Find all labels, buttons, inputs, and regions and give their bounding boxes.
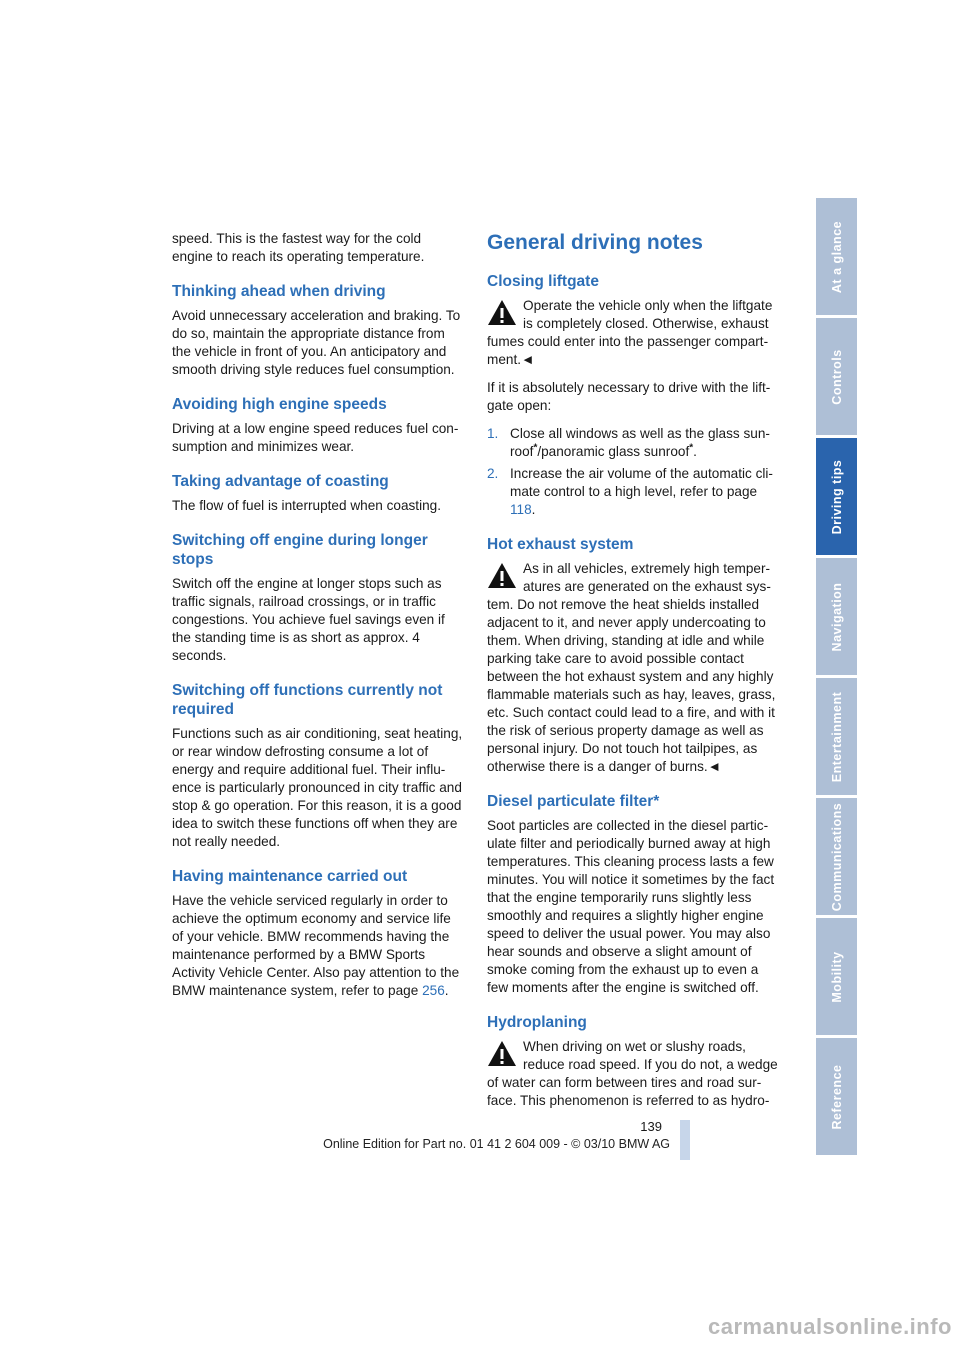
tab-driving-tips[interactable]: Driving tips bbox=[816, 438, 857, 555]
tab-communications[interactable]: Communications bbox=[816, 798, 857, 915]
section-body: The flow of fuel is interrupted when coasting. bbox=[172, 498, 442, 513]
list-item: 2. Increase the air volume of the automatic climate control to a high level, refer to page 118. bbox=[487, 466, 773, 517]
left-column bbox=[172, 230, 464, 1010]
tab-reference[interactable]: Reference bbox=[816, 1038, 857, 1155]
section-body: Driving at a low engine speed reduces fuel consumption and minimizes wear. bbox=[172, 421, 459, 454]
steps-list bbox=[487, 425, 779, 519]
section-heading: Diesel particulate filter* bbox=[487, 793, 660, 810]
section-heading: Hydroplaning bbox=[487, 1014, 587, 1031]
section-body: Functions such as air conditioning, seat heating, or rear window defrosting consume a lot of energy and require additional fuel. Their influence is particularly pronounced in city traffic and stop & go operation. For this reason, it is a good idea to switch these functions off when they are not really needed. bbox=[172, 726, 463, 849]
section-heading: Avoiding high engine speeds bbox=[172, 396, 387, 413]
section-body: Soot particles are collected in the diesel particulate filter and periodically burned away at high temperatures. This cleaning process lasts a few minutes. You will notice it sometimes by the fact that the engine temporarily runs slightly less smoothly and requires a slightly higher engine speed to deliver the usual power. You may also hear sounds and observe a slight amount of smoke coming from the exhaust up to even a few moments after the engine is switched off. bbox=[487, 818, 775, 995]
tab-navigation[interactable]: Navigation bbox=[816, 558, 857, 675]
page-title: General driving notes bbox=[487, 231, 703, 254]
section-heading: Switching off functions currently not required bbox=[172, 682, 443, 718]
section-body: Have the vehicle serviced regularly in order to achieve the optimum economy and service life of your vehicle. BMW recommends having the maintenance performed by a BMW Sports Activity Vehicle Center. Also pay attention to the BMW maintenance system, refer to page 256. bbox=[172, 893, 460, 998]
section-heading: Switching off engine during longer stops bbox=[172, 532, 428, 568]
right-column bbox=[487, 230, 779, 1120]
section-body: Avoid unnecessary acceleration and braking. To do so, maintain the appropriate distance from the vehicle in front of you. An anticipatory and smooth driving style reduces fuel consumption. bbox=[172, 308, 461, 377]
tab-mobility[interactable]: Mobility bbox=[816, 918, 857, 1035]
section-heading: Having maintenance carried out bbox=[172, 868, 408, 885]
warning-triangle-icon bbox=[487, 299, 517, 326]
section-body: Switch off the engine at longer stops such as traffic signals, railroad crossings, or in traffic congestions. You achieve fuel savings even if the standing time is as short as approx. 4 seconds. bbox=[172, 576, 445, 663]
optional-star: * bbox=[533, 442, 538, 454]
tab-entertainment[interactable]: Entertainment bbox=[816, 678, 857, 795]
warning-note: When driving on wet or slushy roads, reduce road speed. If you do not, a wedge of water can form between tires and road surface. This phenomenon is referred to as hydro- bbox=[487, 1039, 778, 1108]
section-heading: Closing liftgate bbox=[487, 273, 599, 290]
section-heading: Taking advantage of coasting bbox=[172, 473, 389, 490]
tab-controls[interactable]: Controls bbox=[816, 318, 857, 435]
page-number: 139 bbox=[640, 1119, 662, 1134]
warning-triangle-icon bbox=[487, 562, 517, 589]
section-heading: Hot exhaust system bbox=[487, 536, 634, 553]
section-body: If it is absolutely necessary to drive with the liftgate open: bbox=[487, 380, 771, 413]
page-link[interactable]: 256 bbox=[422, 983, 445, 998]
edition-footer: Online Edition for Part no. 01 41 2 604 009 - © 03/10 BMW AG bbox=[323, 1137, 670, 1151]
page-marker bbox=[680, 1120, 690, 1160]
list-item: 1. Close all windows as well as the glass sunroof*/panoramic glass sunroof*. bbox=[487, 426, 770, 459]
optional-star: * bbox=[689, 442, 694, 454]
section-heading: Thinking ahead when driving bbox=[172, 283, 386, 300]
tab-at-a-glance[interactable]: At a glance bbox=[816, 198, 857, 315]
watermark: carmanualsonline.info bbox=[708, 1314, 952, 1339]
chapter-tabs bbox=[816, 198, 857, 1158]
intro-text: speed. This is the fastest way for the cold engine to reach its operating temperature. bbox=[172, 231, 425, 264]
warning-triangle-icon bbox=[487, 1040, 517, 1067]
warning-note: Operate the vehicle only when the liftgate is completely closed. Otherwise, exhaust fumes could enter into the passenger compartment.◄ bbox=[487, 298, 773, 367]
warning-note: As in all vehicles, extremely high temperatures are generated on the exhaust system. Do not remove the heat shields installed adjacent to it, and never apply undercoating to them. When driving, standing at idle and while parking take care to avoid possible contact between the hot exhaust system and any highly flammable materials such as hay, leaves, grass, etc. Such contact could lead to a fire, and with it the risk of serious property damage as well as personal injury. Do not touch hot tailpipes, as otherwise there is a danger of burns.◄ bbox=[487, 561, 776, 774]
page-link[interactable]: 118 bbox=[510, 502, 532, 517]
